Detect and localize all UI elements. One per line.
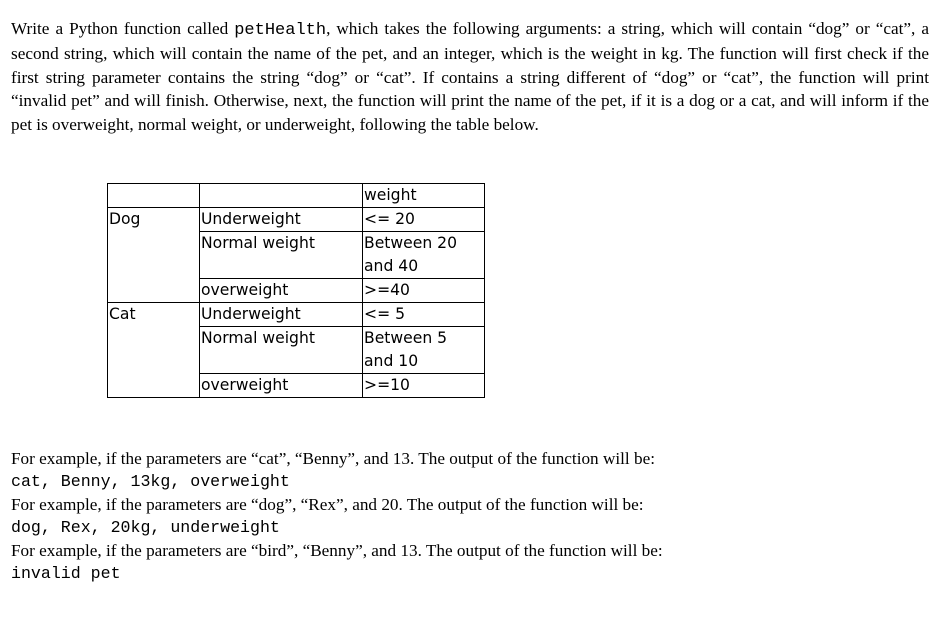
cat-underweight-label: Underweight <box>200 303 363 327</box>
dog-underweight-value: <= 20 <box>363 208 485 232</box>
intro-text-start: Write a Python function called <box>11 19 235 38</box>
dog-overweight-label: overweight <box>200 279 363 303</box>
example-prompt: For example, if the parameters are “dog”, “Rex”, and 20. The output of the function will be: <box>11 495 644 514</box>
cat-continuation-cell <box>108 374 200 398</box>
cat-overweight-label: overweight <box>200 374 363 398</box>
example-prompt: For example, if the parameters are “cat”, “Benny”, and 13. The output of the function will be: <box>11 449 655 468</box>
cat-label-cell: Cat <box>108 303 200 327</box>
dog-underweight-label: Underweight <box>200 208 363 232</box>
example-output: cat, Benny, 13kg, overweight <box>11 472 290 491</box>
header-weight-cell: weight <box>363 184 485 208</box>
problem-statement <box>11 17 929 136</box>
intro-text-rest: , which takes the following arguments: a string, which will contain “dog” or “cat”, a second string, which will contain the name of the pet, and an integer, which is the weight in kg. The function will first check if the first string parameter contains the string “dog” or “cat”. If contains a string different of “dog” or “cat”, the function will print “invalid pet” and will finish. Otherwise, next, the function will print the name of the pet, if it is a dog or a cat, and will inform if the pet is overweight, normal weight, or underweight, following the table below. <box>11 19 929 134</box>
table-row <box>108 208 485 232</box>
example-output: dog, Rex, 20kg, underweight <box>11 518 280 537</box>
dog-overweight-value: >=40 <box>363 279 485 303</box>
function-name: petHealth <box>234 21 327 40</box>
dog-label-cell: Dog <box>108 208 200 232</box>
cat-normal-value: Between 5 and 10 <box>363 327 485 374</box>
example-output: invalid pet <box>11 564 121 583</box>
cat-normal-label: Normal weight <box>200 327 363 374</box>
dog-continuation-cell <box>108 279 200 303</box>
header-empty-cell <box>200 184 363 208</box>
example-prompt: For example, if the parameters are “bird”, “Benny”, and 13. The output of the function will be: <box>11 541 663 560</box>
header-empty-cell <box>108 184 200 208</box>
table-row <box>108 279 485 303</box>
cat-underweight-value: <= 5 <box>363 303 485 327</box>
table-row <box>108 303 485 327</box>
cat-overweight-value: >=10 <box>363 374 485 398</box>
dog-normal-label: Normal weight <box>200 232 363 279</box>
dog-normal-value: Between 20 and 40 <box>363 232 485 279</box>
table-header-row <box>108 184 485 208</box>
table-row <box>108 232 485 279</box>
cat-continuation-cell <box>108 327 200 374</box>
table-row <box>108 374 485 398</box>
dog-continuation-cell <box>108 232 200 279</box>
table-row <box>108 327 485 374</box>
weight-table <box>107 183 485 398</box>
